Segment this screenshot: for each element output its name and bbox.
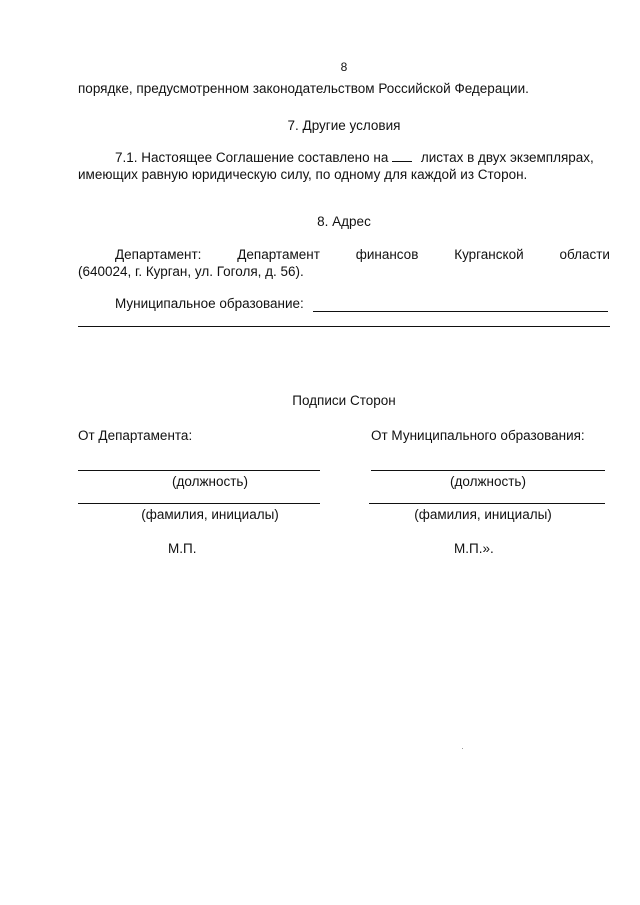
sheet-count-blank	[392, 161, 412, 162]
signatures-heading: Подписи Сторон	[292, 393, 396, 408]
dept-word-2: Департамент	[237, 247, 320, 262]
right-name-signature-line	[369, 503, 605, 504]
right-position-signature-line	[371, 470, 605, 471]
section-7-heading: 7. Другие условия	[287, 118, 401, 133]
right-position-caption: (должность)	[450, 474, 526, 489]
section-8-heading: 8. Адрес	[317, 214, 371, 229]
left-seal-mark: М.П.	[168, 541, 197, 556]
dept-word-1: Департамент:	[115, 247, 202, 262]
dept-word-5: области	[559, 247, 610, 262]
scan-speck	[462, 748, 463, 749]
section-7-text-before-blank: 7.1. Настоящее Соглашение составлено на	[115, 150, 389, 165]
municipal-address-blank-2	[78, 326, 610, 327]
intro-line: порядке, предусмотренном законодательством Российской Федерации.	[78, 81, 529, 96]
dept-word-3: финансов	[355, 247, 419, 262]
right-name-caption: (фамилия, инициалы)	[414, 507, 552, 522]
municipal-label: Муниципальное образование:	[115, 296, 304, 311]
section-7-text-after-blank: листах в двух экземплярах,	[420, 150, 594, 165]
municipal-address-blank	[313, 311, 608, 312]
right-seal-mark: М.П.».	[454, 541, 494, 556]
left-party-title: От Департамента:	[78, 428, 193, 443]
right-party-title: От Муниципального образования:	[371, 428, 585, 443]
left-position-signature-line	[78, 470, 320, 471]
dept-word-4: Курганской	[454, 247, 524, 262]
left-position-caption: (должность)	[172, 474, 248, 489]
section-7-paragraph-line-2: имеющих равную юридическую силу, по одному для каждой из Сторон.	[78, 167, 528, 182]
left-name-caption: (фамилия, инициалы)	[141, 507, 279, 522]
department-address-line-2: (640024, г. Курган, ул. Гоголя, д. 56).	[78, 264, 304, 279]
left-name-signature-line	[78, 503, 320, 504]
page-number: 8	[340, 60, 348, 74]
